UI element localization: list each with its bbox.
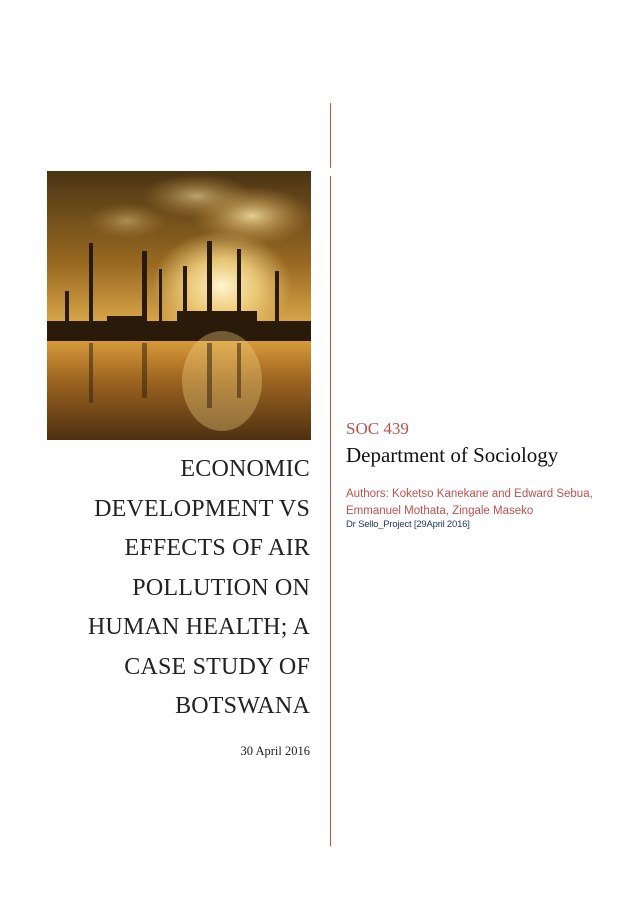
- title-line: HUMAN HEALTH; A: [87, 614, 310, 640]
- title-line: CASE STUDY OF: [124, 653, 310, 680]
- supervisor-project-line: Dr Sello_Project [29April 2016]: [346, 519, 470, 530]
- vertical-divider: [330, 103, 331, 846]
- cover-image: [47, 171, 311, 440]
- document-date: 30 April 2016: [240, 744, 310, 758]
- document-title: [40, 450, 310, 727]
- title-line: DEVELOPMENT VS: [94, 495, 310, 522]
- title-line: POLLUTION ON: [132, 574, 310, 601]
- course-code: SOC 439: [346, 419, 409, 438]
- authors-list: Authors: Koketso Kanekane and Edward Sebua, Emmanuel Mothata, Zingale Maseko: [346, 488, 593, 517]
- title-line: BOTSWANA: [175, 693, 310, 719]
- title-line: ECONOMIC: [180, 456, 310, 482]
- department-name: Department of Sociology: [346, 443, 559, 467]
- title-line: EFFECTS OF AIR: [124, 535, 310, 561]
- divider-gap: [329, 168, 332, 176]
